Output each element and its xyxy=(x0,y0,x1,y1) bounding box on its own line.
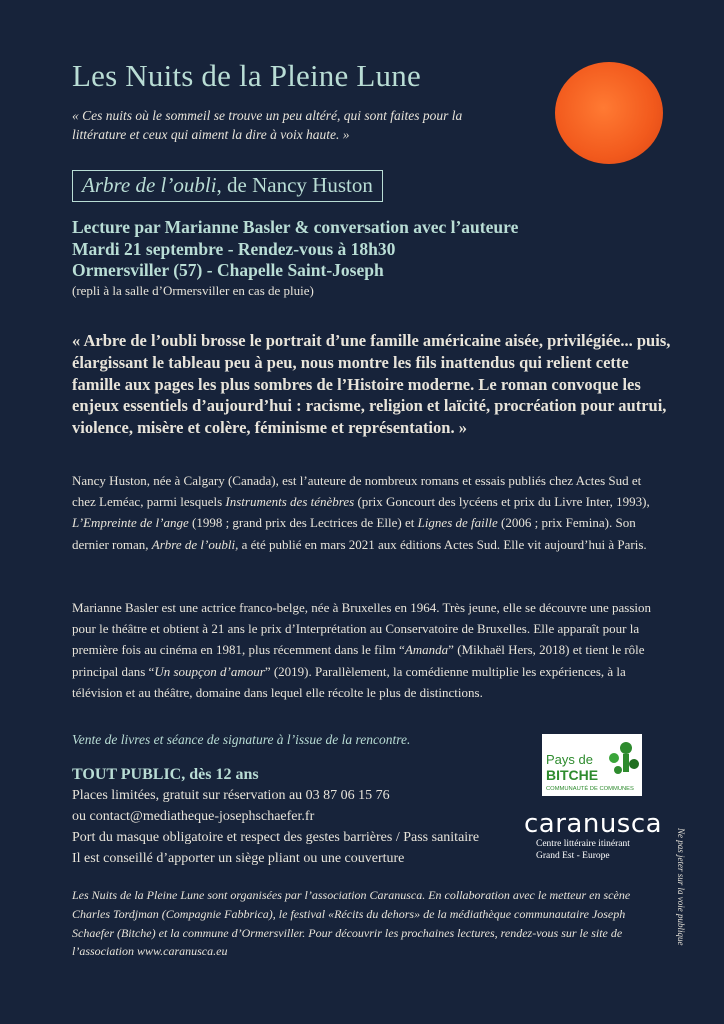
book-title: Arbre de l’oubli xyxy=(82,173,217,197)
event-details xyxy=(72,217,518,299)
date-line: Mardi 21 septembre - Rendez-vous à 18h30 xyxy=(72,238,396,259)
poster-title: Les Nuits de la Pleine Lune xyxy=(72,58,421,93)
bio-text: ” (Mikhaël Hers, 2018) et tient le rôle principal dans “ xyxy=(72,642,645,679)
book-title-ref: Lignes de faille xyxy=(417,515,498,531)
logo-text-line2: BITCHE xyxy=(546,767,599,783)
bio-text: Nancy Huston, née à Calgary (Canada), est l’auteure de nombreux romans et essais publiés chez Actes Sud et chez Leméac, parmi lesquels xyxy=(72,473,642,510)
bio-text: (2006 ; prix Femina). Son dernier roman, xyxy=(72,515,636,552)
book-author: , de Nancy Huston xyxy=(216,173,373,197)
book-title-ref: L’Empreinte de l’ange xyxy=(72,515,189,531)
audience-label: TOUT PUBLIC xyxy=(72,766,182,783)
logo-text-line3: COMMUNAUTÉ DE COMMUNES xyxy=(546,786,634,792)
footer-credits: Les Nuits de la Pleine Lune sont organisées par l’association Caranusca. En collaboration avec le metteur en scène Charles Tordjman (Compagnie Fabbrica), le festival «Récits du dehors» de la médiathèque communautaire Joseph Schaefer (Bitche) et la commune d’Ormersviller. Pour découvrir les prochaines lectures, rendez-vous sur le site de l’association www.caranusca.eu xyxy=(72,888,631,959)
vertical-note-text: Ne pas jeter sur la voie publique xyxy=(676,828,686,946)
caranusca-sub2: Grand Est - Europe xyxy=(536,851,610,861)
reading-line: Lecture par Marianne Basler & conversation avec l’auteure xyxy=(72,217,519,237)
audience-line xyxy=(72,764,479,785)
film-title-ref: Un soupçon d’amour xyxy=(154,663,265,679)
caranusca-logo xyxy=(524,810,664,862)
caranusca-sub1: Centre littéraire itinérant xyxy=(536,839,630,849)
caranusca-name: caranusca xyxy=(524,809,663,839)
signing-note: Vente de livres et séance de signature à l’issue de la rencontre. xyxy=(72,732,411,747)
public-info xyxy=(72,764,479,869)
bio-text: Marianne Basler est une actrice franco-belge, née à Bruxelles en 1964. Très jeune, elle se découvre une passion pour le théâtre et obtient à 21 ans le prix d’Interprétation au Conservatoire de Bruxelles. Elle apparaît pour la première fois au cinéma en 1981, plus récemment dans le film “ xyxy=(72,600,652,658)
film-title-ref: Amanda xyxy=(404,642,449,658)
huston-bio xyxy=(72,470,662,555)
location-line: Ormersviller (57) - Chapelle Saint-Joseph xyxy=(72,260,384,280)
logo-text-line1: Pays de xyxy=(546,752,593,767)
pays-de-bitche-logo xyxy=(542,734,642,796)
book-title-ref: Arbre de l’oubli xyxy=(151,536,236,552)
event-title-box xyxy=(72,170,383,202)
vertical-disposal-note xyxy=(676,828,686,945)
bio-text: (1998 ; grand prix des Lectrices de Elle) et xyxy=(188,515,418,531)
basler-bio xyxy=(72,597,662,703)
advice-line: Il est conseillé d’apporter un siège pliant ou une couverture xyxy=(72,851,405,866)
reservation-line: Places limitées, gratuit sur réservation au 03 87 06 15 76 xyxy=(72,788,390,803)
intro-quote: « Ces nuits où le sommeil se trouve un peu altéré, qui sont faites pour la littérature et ceux qui aiment la dire à voix haute. » xyxy=(72,108,463,142)
contact-email[interactable]: ou contact@mediatheque-josephschaefer.fr xyxy=(72,809,315,824)
pays-de-bitche-logo-graphic xyxy=(542,734,642,796)
bio-text: ” (2019). Parallèlement, la comédienne multiplie les expériences, à la télévision et au théâtre, domaine dans lequel elle récolte le plus de distinctions. xyxy=(72,663,626,700)
book-title-ref: Instruments des ténèbres xyxy=(225,494,355,510)
book-quote: « Arbre de l’oubli brosse le portrait d’une famille américaine aisée, privilégiée... puis, élargissant le tableau peu à peu, nous montre les fils inattendus qui relient cette famille aux pages les plus sombres de l’Histoire moderne. Le roman convoque les enjeux essentiels d’aujourd’hui : racisme, religion et laïcité, procréation pour autrui, violence, misère et colère, féminisme et représentation. » xyxy=(72,331,671,438)
bio-text: , a été publié en mars 2021 aux éditions Actes Sud. Elle vit aujourd’hui à Paris. xyxy=(235,536,647,552)
rain-note: (repli à la salle d’Ormersviller en cas de pluie) xyxy=(72,282,314,298)
audience-age: , dès 12 ans xyxy=(181,766,259,783)
bio-text: (prix Goncourt des lycéens et prix du Livre Inter, 1993), xyxy=(354,494,650,510)
sanitary-line: Port du masque obligatoire et respect des gestes barrières / Pass sanitaire xyxy=(72,830,480,845)
full-moon-illustration xyxy=(555,62,663,164)
